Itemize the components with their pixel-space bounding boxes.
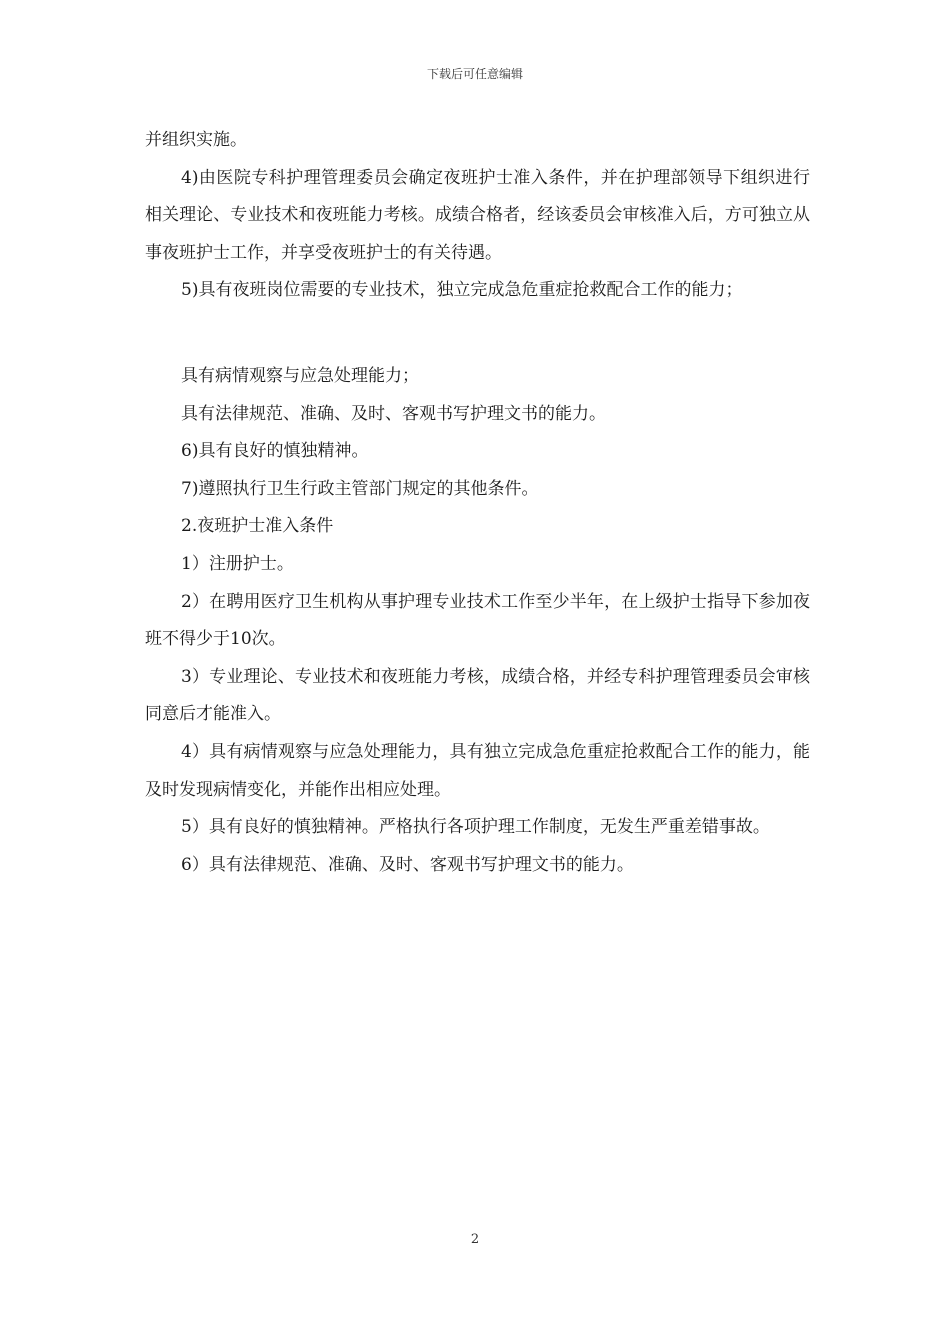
paragraph: 2）在聘用医疗卫生机构从事护理专业技术工作至少半年，在上级护士指导下参加夜班不得少于10次。 (145, 591, 810, 650)
section-heading: 2.夜班护士准入条件 (181, 516, 334, 537)
paragraph: 5）具有良好的慎独精神。严格执行各项护理工作制度，无发生严重差错事故。 (181, 817, 770, 838)
document-body (145, 122, 810, 884)
paragraph: 6）具有法律规范、准确、及时、客观书写护理文书的能力。 (181, 854, 634, 875)
paragraph: 4)由医院专科护理管理委员会确定夜班护士准入条件，并在护理部领导下组织进行相关理论、专业技术和夜班能力考核。成绩合格者，经该委员会审核准入后，方可独立从事夜班护士工作，并享受夜班护士的有关待遇。 (145, 167, 810, 263)
page-number: 2 (470, 1232, 480, 1247)
paragraph-gap (145, 310, 810, 358)
paragraph: 具有病情观察与应急处理能力； (181, 365, 419, 386)
paragraph: 3）专业理论、专业技术和夜班能力考核，成绩合格，并经专科护理管理委员会审核同意后才能准入。 (145, 666, 810, 725)
paragraph: 具有法律规范、准确、及时、客观书写护理文书的能力。 (181, 403, 606, 424)
paragraph: 6)具有良好的慎独精神。 (181, 441, 369, 462)
paragraph: 并组织实施。 (145, 130, 247, 150)
paragraph: 4）具有病情观察与应急处理能力，具有独立完成急危重症抢救配合工作的能力，能及时发现病情变化，并能作出相应处理。 (145, 741, 810, 800)
page-header: 下载后可任意编辑 (426, 67, 523, 81)
paragraph: 5)具有夜班岗位需要的专业技术，独立完成急危重症抢救配合工作的能力； (181, 280, 743, 301)
paragraph: 1）注册护士。 (181, 553, 294, 574)
paragraph: 7)遵照执行卫生行政主管部门规定的其他条件。 (181, 478, 539, 499)
